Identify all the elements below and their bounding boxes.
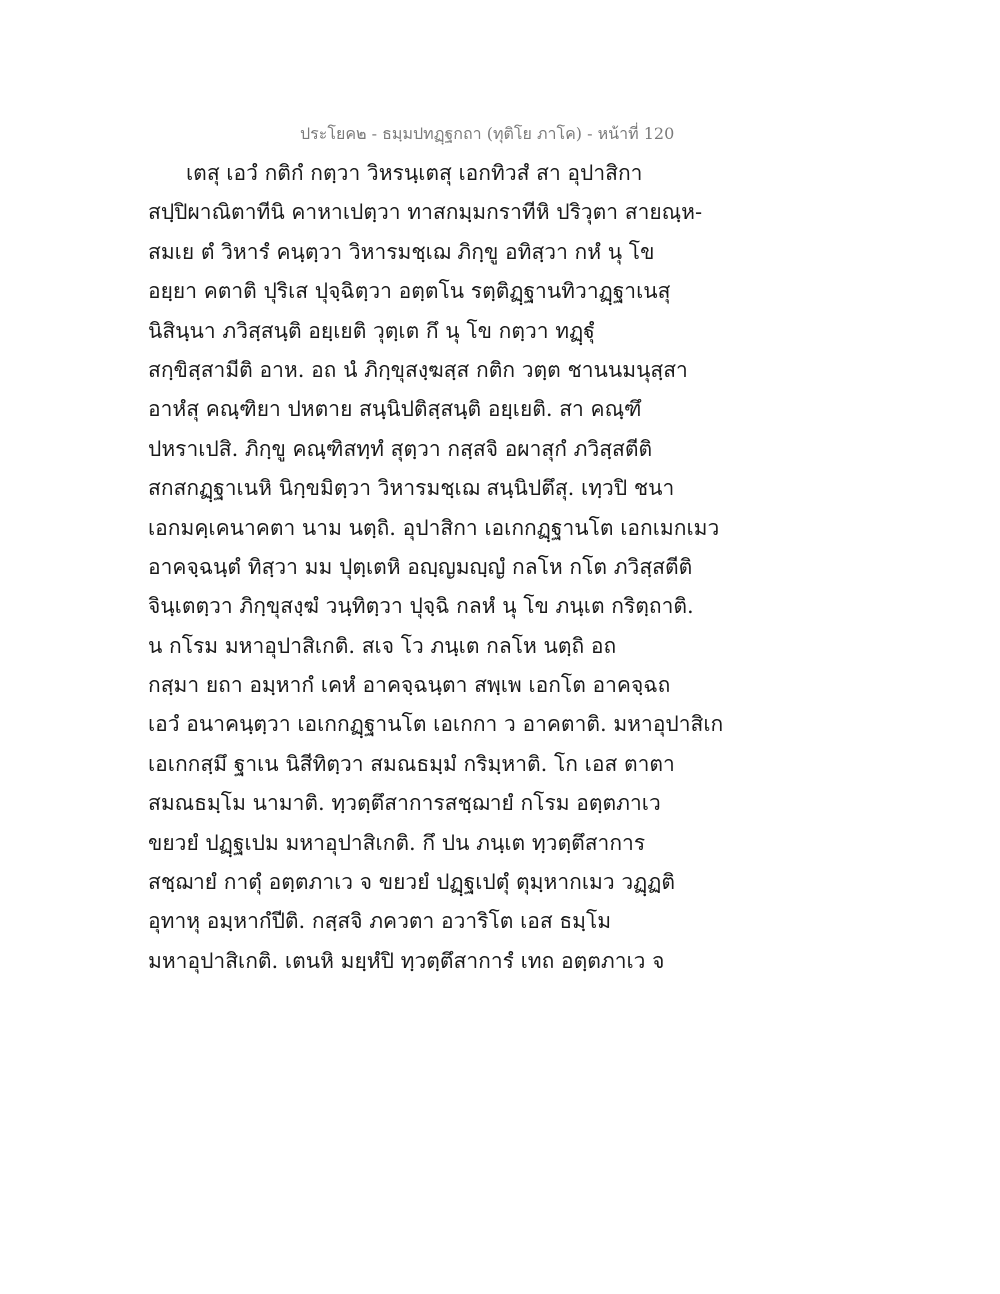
text-line: อยฺยา คตาติ ปุริเส ปุจฺฉิตฺวา อตฺตโน รตฺติฏฺฐานทิวาฏฺฐาเนสุ — [148, 279, 671, 304]
text-line: สมเย ตํ วิหารํ คนฺตฺวา วิหารมชฺเฌ ภิกฺขู อทิสฺวา กหํ นุ โข — [148, 239, 655, 264]
text-line: สกสกฏฺฐาเนหิ นิกฺขมิตฺวา วิหารมชฺเฌ สนฺนิปตึสุ. เทฺวปิ ชนา — [148, 476, 675, 501]
text-line: สปฺปิผาณิตาทีนิ คาหาเปตฺวา ทาสกมฺมกราทีหิ ปริวุตา สายณฺห- — [148, 200, 703, 225]
text-line: น กโรม มหาอุปาสิเกติ. สเจ โว ภนฺเต กลโห นตฺถิ อถ — [148, 633, 617, 658]
text-line: เอกมคฺเคนาคตา นาม นตฺถิ. อุปาสิกา เอเกกฏฺฐานโต เอกเมกเมว — [148, 515, 720, 540]
text-line: นิสินฺนา ภวิสฺสนฺติ อยฺเยติ วุตฺเต กึ นุ โข กตฺวา ทฏฺฐุํ — [148, 318, 595, 343]
text-line: สชฺฌายํ กาตุํ อตฺตภาเว จ ขยวยํ ปฏฺฐเปตุํ ตุมฺหากเมว วฏฺฏติ — [148, 870, 675, 895]
text-line: อุทาหุ อมฺหากํปีติ. กสฺสจิ ภควตา อวาริโต เอส ธมฺโม — [148, 909, 612, 934]
text-line: อาคจฺฉนฺตํ ทิสฺวา มม ปุตฺเตหิ อญฺญมญฺญํ กลโห กโต ภวิสฺสตีติ — [148, 554, 693, 579]
text-line: มหาอุปาสิเกติ. เตนหิ มยฺหํปิ ทฺวตฺตึสาการํ เทถ อตฺตภาเว จ — [148, 948, 665, 973]
text-line: สกฺขิสฺสามีติ อาห. อถ นํ ภิกฺขุสงฺฆสฺส กติก วตฺต ชานนมนุสฺสา — [148, 357, 688, 382]
text-line: กสฺมา ยถา อมฺหากํ เคหํ อาคจฺฉนฺตา สพฺเพ เอกโต อาคจฺฉถ — [148, 673, 671, 698]
running-header: ประโยค๒ - ธมฺมปทฏฺฐกถา (ทุติโย ภาโค) - หน้าที่ 120 — [300, 124, 675, 143]
text-line: สมณธมฺโม นามาติ. ทฺวตฺตึสาการสชฺฌายํ กโรม อตฺตภาเว — [148, 791, 661, 816]
body-text — [148, 154, 724, 981]
text-line: เอวํ อนาคนฺตฺวา เอเกกฏฺฐานโต เอเกกา ว อาคตาติ. มหาอุปาสิเก — [148, 712, 724, 737]
text-line: ขยวยํ ปฏฺฐเปม มหาอุปาสิเกติ. กึ ปน ภนฺเต ทฺวตฺตึสาการ — [148, 830, 646, 855]
text-line: ปหราเปสิ. ภิกฺขู คณฺฑิสทฺทํ สุตฺวา กสฺสจิ อผาสุกํ ภวิสฺสตีติ — [148, 436, 653, 461]
text-line: เอเกกสฺมึ ฐาเน นิสีทิตฺวา สมณธมฺมํ กริมฺหาติ. โก เอส ตาตา — [148, 751, 675, 776]
text-line: จินฺเตตฺวา ภิกฺขุสงฺฆํ วนฺทิตฺวา ปุจฺฉิ กลหํ นุ โข ภนฺเต กริตฺถาติ. — [148, 594, 694, 619]
text-line: อาหํสุ คณฺฑิยา ปหตาย สนฺนิปติสฺสนฺติ อยฺเยติ. สา คณฺฑึ — [148, 397, 642, 422]
text-line: เตสุ เอวํ กติกํ กตฺวา วิหรนฺเตสุ เอกทิวสํ สา อุปาสิกา — [186, 161, 643, 185]
